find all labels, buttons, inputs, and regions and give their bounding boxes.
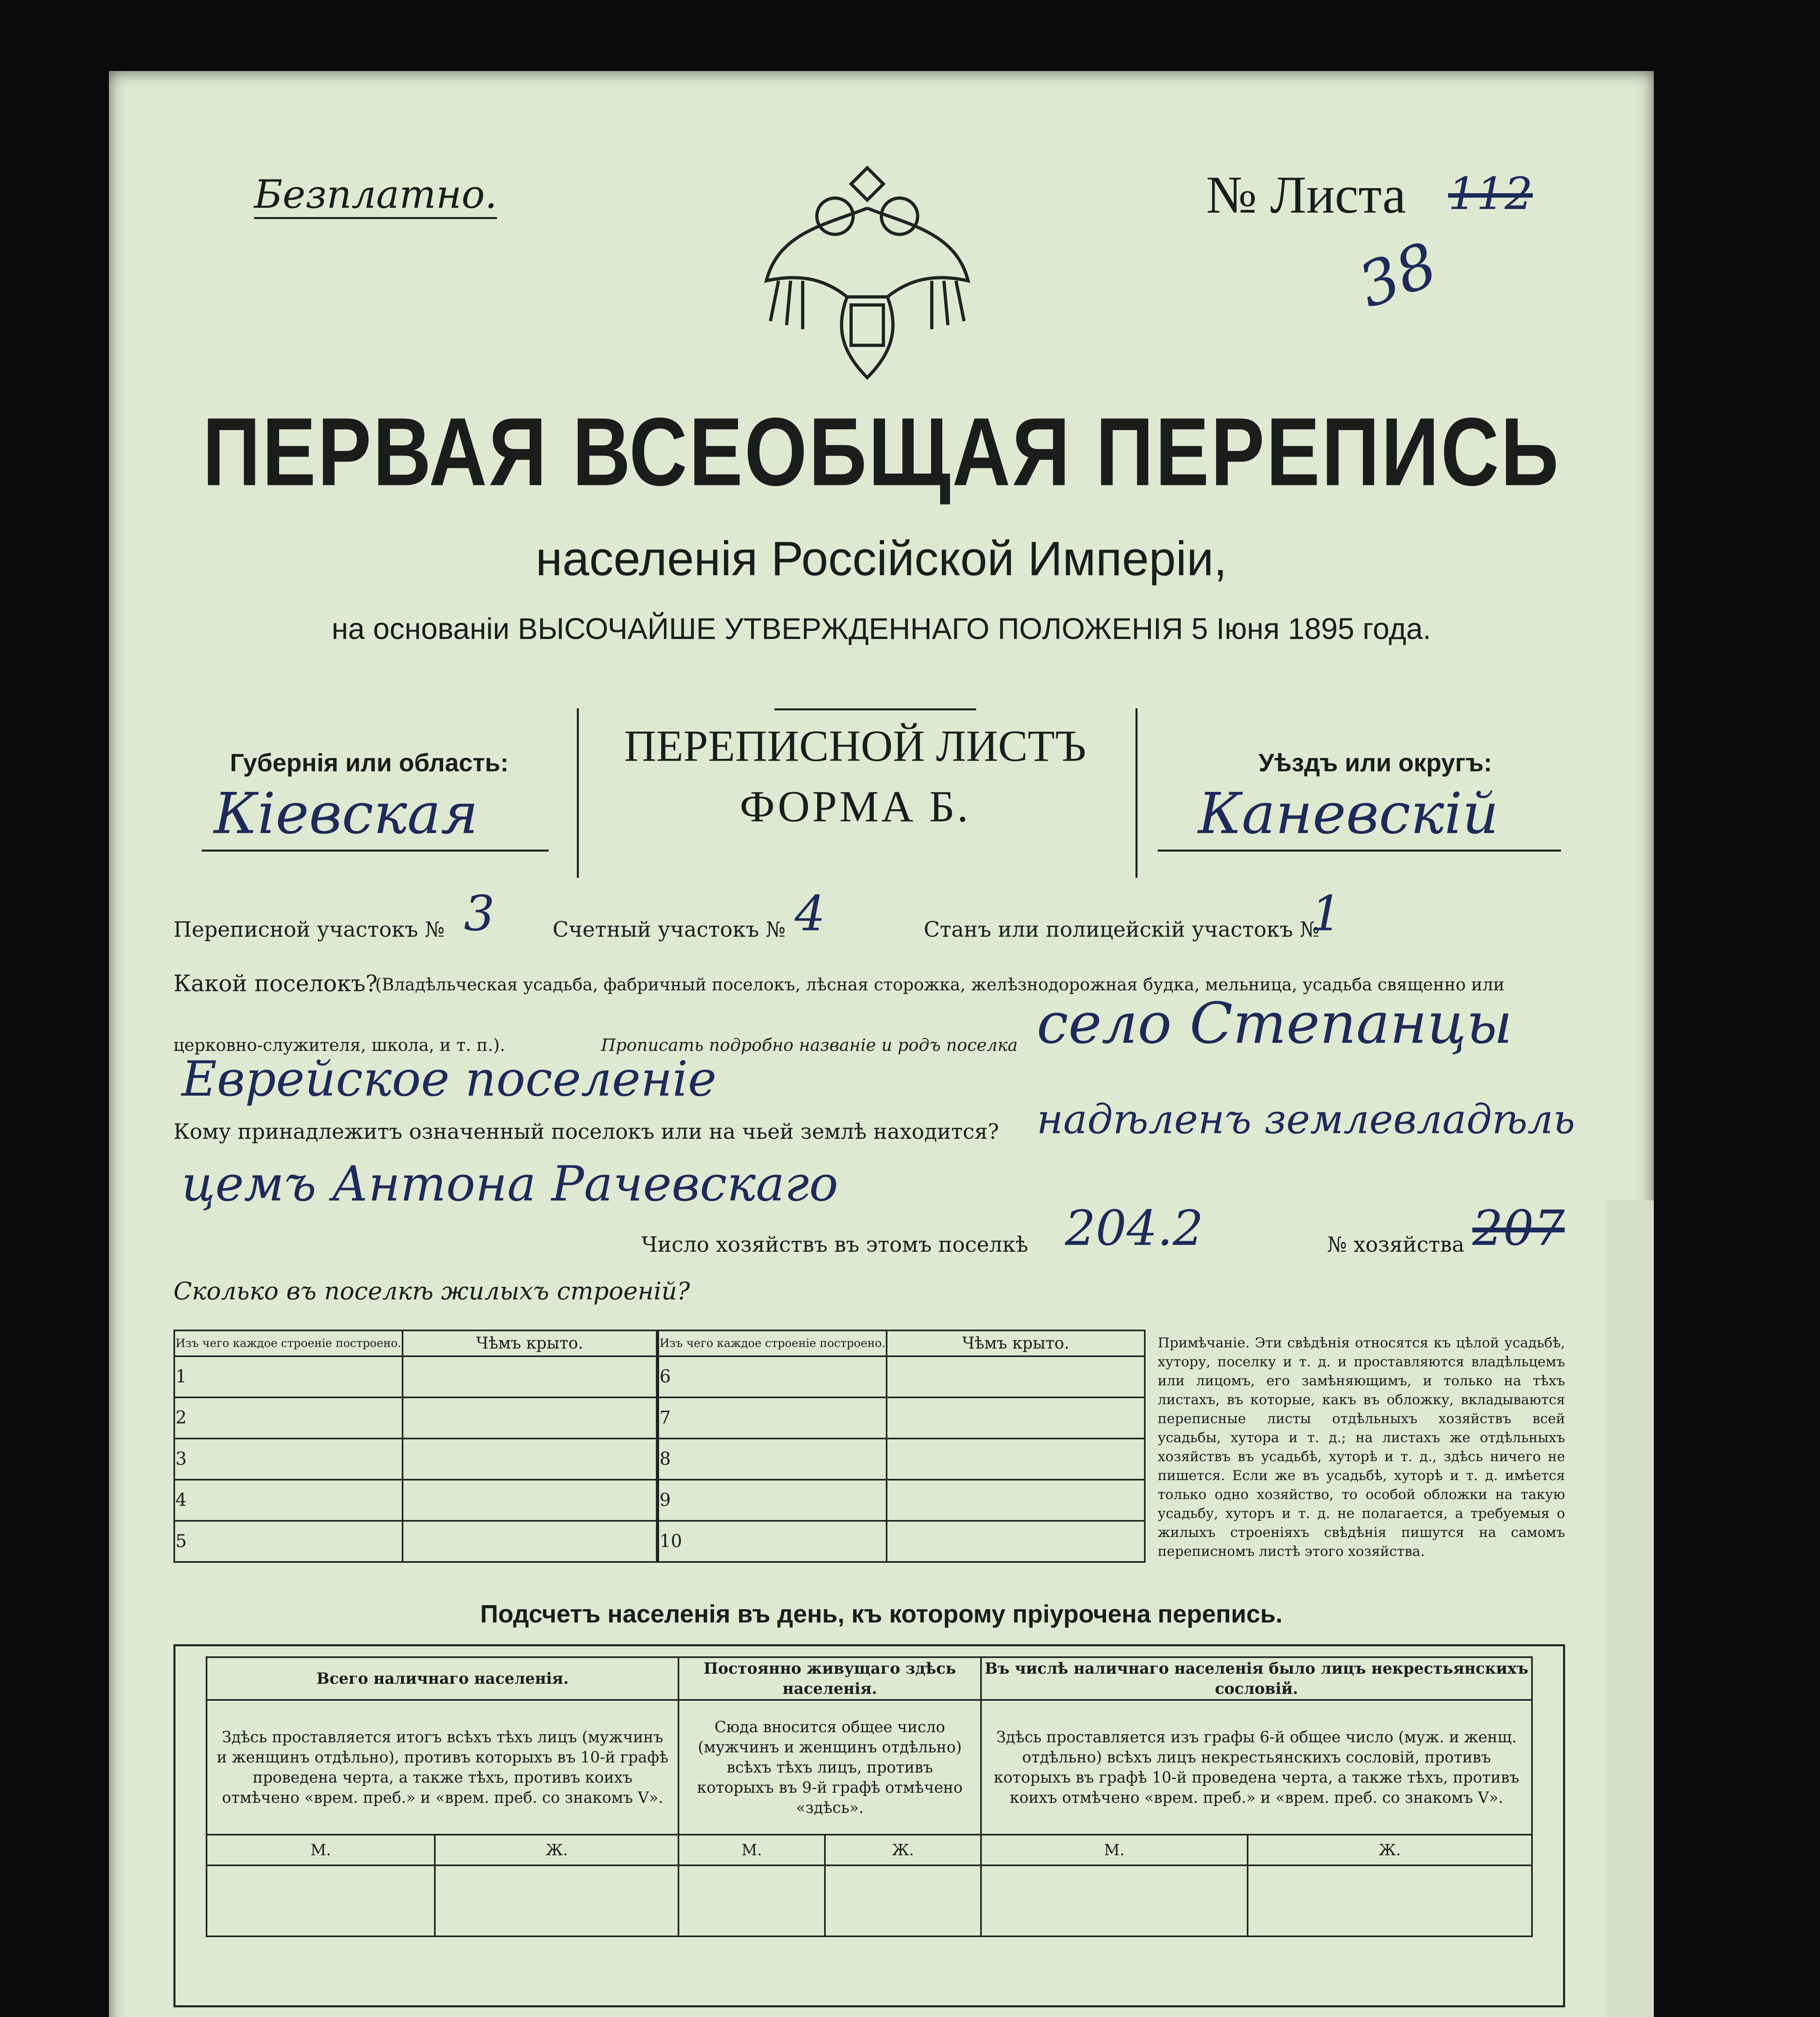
- households-label: Число хозяйствъ въ этомъ поселкѣ: [641, 1233, 1028, 1257]
- count-label: Счетный участокъ №: [553, 918, 786, 942]
- table-row: [174, 1439, 657, 1480]
- row-number: 9: [658, 1480, 887, 1521]
- row-number: 7: [658, 1397, 887, 1439]
- material-header: Изъ чего каждое строеніе построено.: [658, 1330, 887, 1356]
- household-no-label: № хозяйства: [1327, 1233, 1465, 1257]
- census-title: ПЕРВАЯ ВСЕОБЩАЯ ПЕРЕПИСЬ: [202, 398, 1560, 506]
- buildings-label: Сколько въ поселкѣ жилыхъ строеній?: [173, 1277, 690, 1305]
- row-number: 2: [174, 1397, 403, 1439]
- permanent-desc: Сюда вносится общее число (мужчинъ и женщинъ отдѣльно) всѣхъ тѣхъ лицъ, противъ которыхъ въ 9-й графѣ отмѣчено «здѣсь».: [678, 1700, 981, 1835]
- settlement-hint-2: церковно-служителя, школа, и т. п.).: [173, 1035, 505, 1055]
- table-row: [658, 1439, 1145, 1480]
- male-header: М.: [207, 1835, 435, 1865]
- settlement-value-1: село Степанцы: [1037, 991, 1513, 1057]
- census-subtitle: населенія Россійской Имперіи,: [535, 532, 1227, 586]
- table-header-row: [658, 1330, 1145, 1356]
- free-label: Безплатно.: [254, 172, 497, 219]
- stan-value: 1: [1311, 886, 1342, 942]
- gubernia-underline: [202, 850, 549, 852]
- roof-cell[interactable]: [403, 1521, 657, 1562]
- district-value: 3: [464, 886, 495, 942]
- sheet-number-label: № Листа: [1206, 165, 1406, 224]
- population-table: [206, 1656, 1533, 1937]
- district-label: Переписной участокъ №: [173, 918, 445, 942]
- buildings-table-left: [173, 1330, 657, 1563]
- count-value: 4: [795, 886, 826, 942]
- settlement-italic: Прописать подробно названіе и родъ поселка: [601, 1035, 1018, 1055]
- row-number: 10: [658, 1521, 887, 1562]
- roof-cell[interactable]: [403, 1356, 657, 1397]
- table-row: [658, 1480, 1145, 1521]
- male-count-cell[interactable]: [981, 1865, 1248, 1936]
- sheet-title: ПЕРЕПИСНОЙ ЛИСТЪ: [624, 721, 1086, 770]
- roof-cell[interactable]: [403, 1480, 657, 1521]
- female-count-cell[interactable]: [435, 1865, 678, 1936]
- gubernia-label: Губернія или область:: [230, 749, 509, 777]
- female-header: Ж.: [825, 1835, 981, 1865]
- household-no-value: 207: [1472, 1201, 1565, 1257]
- table-row: [658, 1521, 1145, 1562]
- table-row: [174, 1356, 657, 1397]
- row-number: 5: [174, 1521, 403, 1562]
- roof-header: Чѣмъ крыто.: [403, 1330, 657, 1356]
- buildings-note: Примѣчаніе. Эти свѣдѣнія относятся къ цѣлой усадьбѣ, хутору, поселку и т. д. и проставляются владѣльцемъ или лицомъ, его замѣняющимъ, и только на тѣхъ листахъ, въ которые, какъ въ обложку, вкладываются переписные листы отдѣльныхъ хозяйствъ всей усадьбы, хутора и т. д.; на листахъ же отдѣльныхъ хозяйствъ въ усадьбѣ, хуторѣ и т. д., здѣсь ничего не пишется. Если же въ усадьбѣ, хуторѣ и т. д. имѣется только одно хозяйство, то особой обложки на такую усадьбу, хуторъ и т. д. не полагается, а требуемыя о жилыхъ строеніяхъ свѣдѣнія пишутся на самомъ переписномъ листѣ этого хозяйства.: [1158, 1335, 1565, 1560]
- roof-cell[interactable]: [403, 1439, 657, 1480]
- roof-cell[interactable]: [887, 1356, 1145, 1397]
- corner-note: 38: [1349, 229, 1446, 322]
- male-header: М.: [981, 1835, 1248, 1865]
- female-count-cell[interactable]: [1248, 1865, 1532, 1936]
- population-value-row: [207, 1865, 1532, 1936]
- form-name: ФОРМА Б.: [739, 782, 971, 831]
- uezd-value: Каневскій: [1198, 781, 1499, 847]
- row-number: 6: [658, 1356, 887, 1397]
- non-peasant-desc: Здѣсь проставляется изъ графы 6-й общее число (муж. и женщ. отдѣльно) всѣхъ лицъ некрестьянскихъ сословій, противъ которыхъ въ графѣ 10-й проведена черта, а также тѣхъ, противъ коихъ отмѣчено «врем. преб.» и «врем. преб. со знакомъ V».: [981, 1700, 1532, 1835]
- permanent-header: Постоянно живущаго здѣсь населенія.: [678, 1657, 981, 1700]
- population-heading: Подсчетъ населенія въ день, къ которому пріурочена перепись.: [480, 1600, 1283, 1628]
- row-number: 4: [174, 1480, 403, 1521]
- row-number: 8: [658, 1439, 887, 1480]
- male-count-cell[interactable]: [678, 1865, 825, 1936]
- population-desc-row: [207, 1700, 1532, 1835]
- female-count-cell[interactable]: [825, 1865, 981, 1936]
- roof-cell[interactable]: [887, 1439, 1145, 1480]
- uezd-label: Уѣздъ или округъ:: [1259, 749, 1492, 777]
- census-basis: на основаніи ВЫСОЧАЙШЕ УТВЕРЖДЕННАГО ПОЛОЖЕНІЯ 5 Іюня 1895 года.: [332, 612, 1431, 645]
- population-header-row: [207, 1657, 1532, 1700]
- table-row: [174, 1521, 657, 1562]
- settlement-value-2: Еврейское поселеніе: [182, 1051, 717, 1107]
- gubernia-value: Кіевская: [214, 781, 478, 847]
- table-row: [658, 1397, 1145, 1439]
- roof-header: Чѣмъ крыто.: [887, 1330, 1145, 1356]
- sheet-number-value: 112: [1448, 168, 1533, 219]
- stan-label: Станъ или полицейскій участокъ №: [924, 918, 1320, 942]
- roof-cell[interactable]: [887, 1480, 1145, 1521]
- settlement-label: Какой поселокъ?: [173, 971, 378, 997]
- settlement-hint: (Владѣльческая усадьба, фабричный поселокъ, лѣсная сторожка, желѣзнодорожная будка, мельница, усадьба священно или: [375, 975, 1505, 994]
- table-row: [658, 1356, 1145, 1397]
- total-desc: Здѣсь проставляется итогъ всѣхъ тѣхъ лицъ (мужчинъ и женщинъ отдѣльно), противъ которыхъ въ 10-й графѣ проведена черта, а также тѣхъ, противъ коихъ отмѣчено «врем. преб.» и «врем. преб. со знакомъ V».: [207, 1700, 678, 1835]
- population-sex-row: [207, 1835, 1532, 1865]
- owner-value-2: цемъ Антона Рачевскаго: [182, 1156, 839, 1212]
- row-number: 1: [174, 1356, 403, 1397]
- male-count-cell[interactable]: [207, 1865, 435, 1936]
- roof-cell[interactable]: [887, 1521, 1145, 1562]
- imperial-eagle-icon: [754, 152, 980, 394]
- material-header: Изъ чего каждое строеніе построено.: [174, 1330, 403, 1356]
- roof-cell[interactable]: [887, 1397, 1145, 1439]
- households-value: 204.2: [1065, 1201, 1204, 1257]
- non-peasant-header: Въ числѣ наличнаго населенія было лицъ некрестьянскихъ сословій.: [981, 1657, 1532, 1700]
- table-row: [174, 1480, 657, 1521]
- female-header: Ж.: [435, 1835, 678, 1865]
- female-header: Ж.: [1248, 1835, 1532, 1865]
- row-number: 3: [174, 1439, 403, 1480]
- total-header: Всего наличнаго населенія.: [207, 1657, 678, 1700]
- census-sheet: [109, 71, 1654, 2017]
- owner-value-1: надѣленъ землевладѣль: [1037, 1096, 1575, 1143]
- owner-label: Кому принадлежитъ означенный поселокъ или на чьей землѣ находится?: [173, 1120, 999, 1144]
- uezd-underline: [1158, 850, 1561, 852]
- table-header-row: [174, 1330, 657, 1356]
- male-header: М.: [678, 1835, 825, 1865]
- buildings-table-right: [657, 1330, 1146, 1563]
- roof-cell[interactable]: [403, 1397, 657, 1439]
- table-row: [174, 1397, 657, 1439]
